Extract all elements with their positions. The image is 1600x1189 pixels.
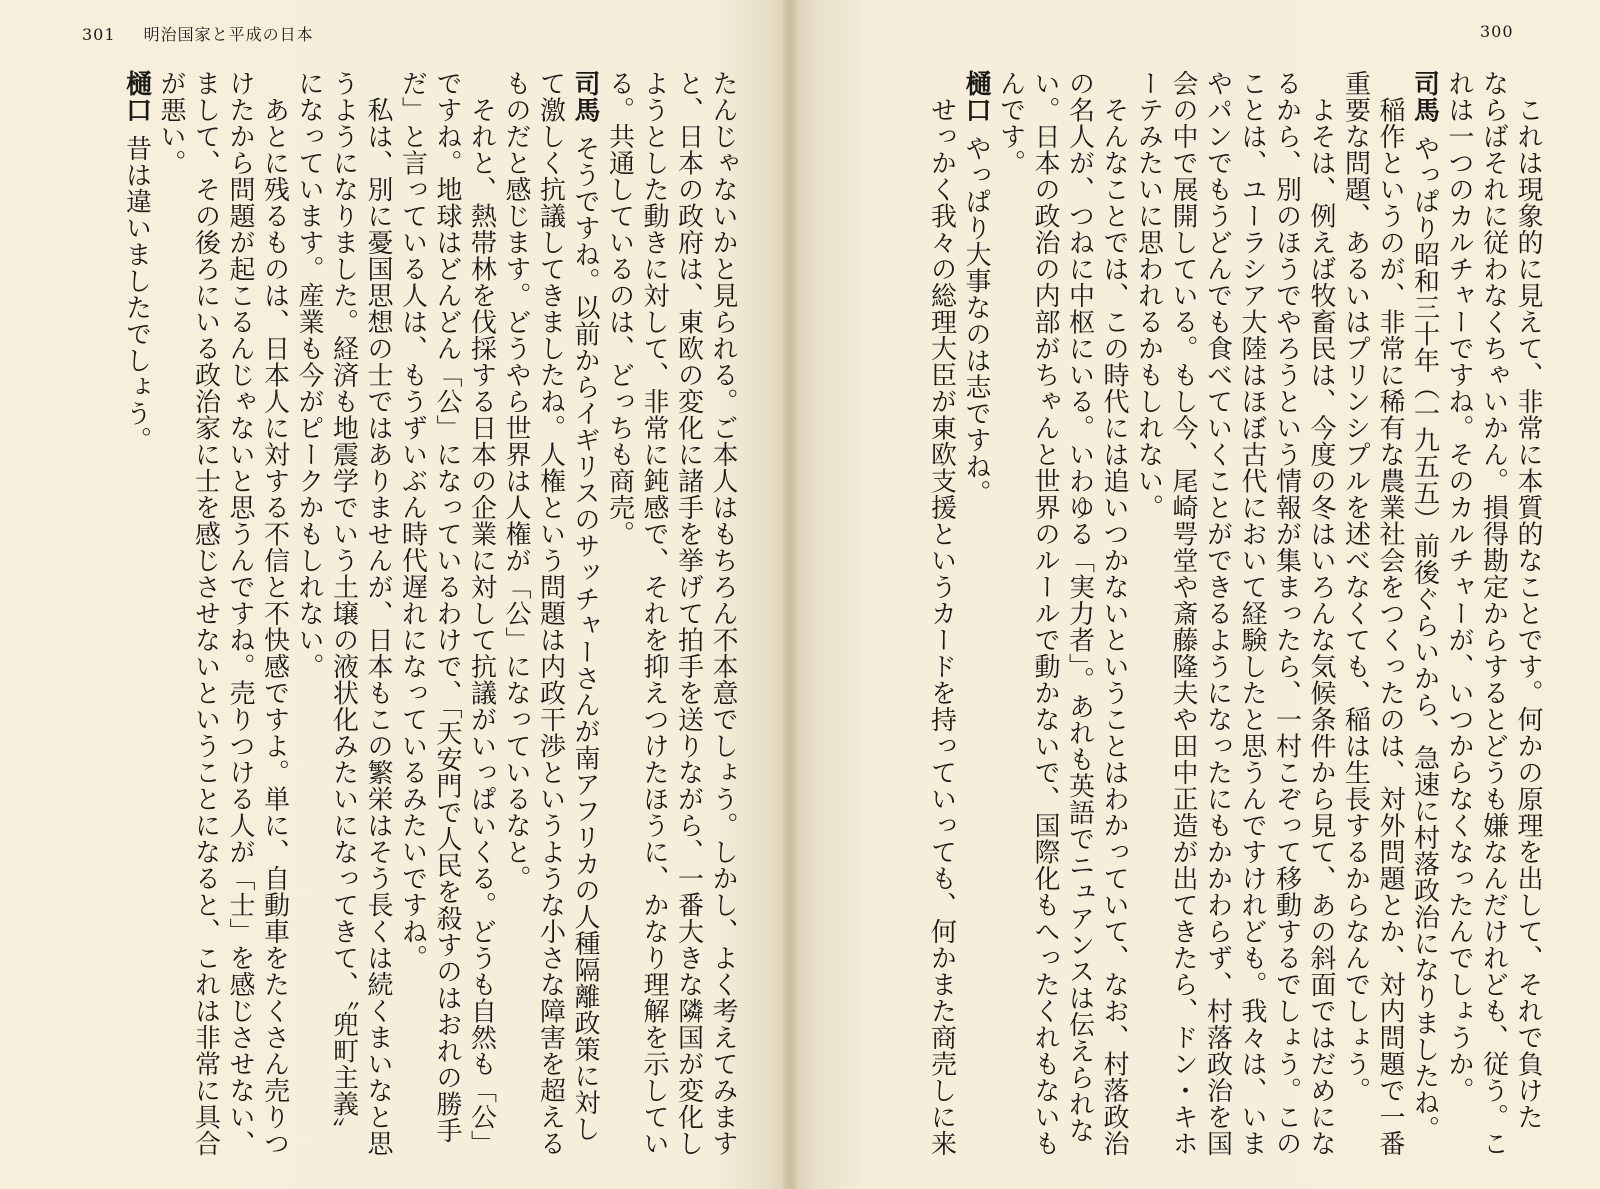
text-line bbox=[671, 70, 706, 1157]
text-line bbox=[292, 70, 327, 1120]
line-text: 私は、別に憂国思想の士ではありませんが、日本もこの繁栄はそう長くは続くまいなと思 bbox=[363, 70, 393, 1157]
right-page-body bbox=[830, 70, 1545, 1157]
text-line bbox=[1131, 70, 1166, 1120]
left-page bbox=[0, 0, 790, 1189]
line-text: そうですね。以前からイギリスのサッチャーさんが南アフリカの人種隔離政策に対し bbox=[570, 135, 600, 1142]
speaker-name: 司馬 bbox=[1409, 70, 1440, 123]
line-text: やっぱり大事なのは志ですね。 bbox=[961, 135, 991, 506]
text-line bbox=[154, 70, 189, 1120]
left-page-body bbox=[60, 70, 740, 1157]
text-line bbox=[1338, 70, 1373, 1120]
right-page-header bbox=[1480, 22, 1514, 41]
text-line bbox=[464, 70, 499, 1157]
line-text: 稲作というのが、非常に稀有な農業社会をつくったのは、対外問題とか、対内問題で一番 bbox=[1375, 70, 1405, 1157]
text-line bbox=[430, 70, 465, 1144]
line-text: ですね。地球はどんどん「公」になっているわけで、「天安門で人民を殺すのはおれの勝手 bbox=[432, 70, 462, 1144]
text-line bbox=[1304, 70, 1339, 1157]
line-text: 会の中で展開している。もし今、尾崎咢堂や斎藤隆夫や田中正造が出てきたら、ドン・キホ bbox=[1168, 70, 1198, 1157]
line-text: 昔は違いましたでしょう。 bbox=[121, 135, 152, 453]
line-text: 重要な問題、あるいはプリンシプルを述べなくても、稲は生長するからなんでしょう。 bbox=[1340, 70, 1371, 1104]
text-line bbox=[1476, 70, 1511, 1157]
text-line bbox=[959, 70, 994, 1120]
text-line bbox=[1062, 70, 1097, 1144]
text-line bbox=[499, 70, 534, 1120]
right-page bbox=[790, 0, 1600, 1189]
speaker-name: 樋口 bbox=[961, 70, 991, 123]
text-line bbox=[637, 70, 672, 1157]
line-text: が悪い。 bbox=[156, 70, 186, 176]
line-text: る。共通しているのは、どっちも商売。 bbox=[604, 70, 635, 547]
text-line bbox=[568, 70, 603, 1142]
text-line bbox=[533, 70, 568, 1157]
text-line bbox=[223, 70, 258, 1157]
text-line bbox=[119, 70, 154, 1120]
text-line bbox=[395, 70, 430, 1120]
line-text: と、日本の政府は、東欧の変化に諸手を挙げて拍手を送りながら、一番大きな隣国が変化し bbox=[673, 70, 704, 1157]
line-text: せっかく我々の総理大臣が東欧支援というカードを持っていっても、何かまた商売しに来 bbox=[926, 70, 957, 1157]
line-text: ならばそれに従わなくちゃいかん。損得勘定からするとどうも嫌なんだけれども、従う。こ bbox=[1478, 70, 1509, 1157]
text-line bbox=[924, 70, 959, 1157]
text-line bbox=[1373, 70, 1408, 1157]
line-text: あとに残るものは、日本人に対する不信と不快感ですよ。単に、自動車をたくさん売りつ bbox=[259, 70, 290, 1157]
line-text: れは一つのカルチャーですね。そのカルチャーが、いつからなくなったんでしょうか。 bbox=[1444, 70, 1474, 1104]
line-text: これは現象的に見えて、非常に本質的なことです。何かの原理を出して、それで負けた bbox=[1513, 70, 1543, 1130]
line-text: よそは、例えば牧畜民は、今度の冬はいろんな気候条件から見て、あの斜面ではだめにな bbox=[1306, 70, 1336, 1157]
line-text: だ」と言っている人は、もうずいぶん時代遅れになっているみたいですね。 bbox=[397, 70, 428, 971]
text-line bbox=[706, 70, 741, 1157]
text-line bbox=[188, 70, 223, 1157]
text-line bbox=[1269, 70, 1304, 1157]
line-text: やっぱり昭和三十年（一九五五）前後ぐらいから、急速に村落政治になりましたね。 bbox=[1409, 135, 1440, 1142]
text-line bbox=[1028, 70, 1063, 1157]
line-text: やパンでもうどんでも食べていくことができるようになったにもかかわらず、村落政治を国 bbox=[1202, 70, 1233, 1157]
speaker-name: 司馬 bbox=[570, 70, 600, 123]
line-text: ようとした動きに対して、非常に鈍感で、それを抑えつけたほうに、かなり理解を示してい bbox=[639, 70, 669, 1157]
line-text: うようになりました。経済も地震学でいう土壌の液状化みたいになってきて、〝兜町主義〟 bbox=[328, 70, 359, 1144]
line-text: んです。 bbox=[995, 70, 1026, 176]
book-gutter bbox=[783, 0, 797, 1189]
line-text: けたから問題が起こるんじゃないと思うんですね。売りつける人が「士」を感じさせない、 bbox=[225, 70, 255, 1157]
running-head: 明治国家と平成の日本 bbox=[143, 25, 314, 44]
line-text: まして、その後ろにいる政治家に士を感じさせないということになると、これは非常に具合 bbox=[190, 70, 221, 1157]
line-text: ことは、ユーラシア大陸はほぼ古代において経験したと思うんですけれども。我々は、いま bbox=[1237, 70, 1267, 1157]
left-page-header bbox=[82, 22, 314, 45]
line-text: て激しく抗議してきましたね。人権という問題は内政干渉というような小さな障害を超える bbox=[535, 70, 566, 1157]
line-text: ーテみたいに思われるかもしれない。 bbox=[1133, 70, 1164, 521]
line-text: るから、別のほうでやろうという情報が集まったら、一村こぞって移動するでしょう。この bbox=[1271, 70, 1302, 1157]
text-line bbox=[326, 70, 361, 1144]
line-text: い。日本の政治の内部がちゃんと世界のルールで動かないで、国際化もへったくれもないも bbox=[1030, 70, 1060, 1157]
line-text: たんじゃないかと見られる。ご本人はもちろん不本意でしょう。しかし、よく考えてみます bbox=[708, 70, 738, 1157]
text-line bbox=[1166, 70, 1201, 1157]
text-line bbox=[361, 70, 396, 1157]
text-line bbox=[1097, 70, 1132, 1157]
text-line bbox=[1407, 70, 1442, 1142]
text-line bbox=[1235, 70, 1270, 1157]
text-line bbox=[993, 70, 1028, 1120]
line-text: になっています。産業も今がピークかもしれない。 bbox=[294, 70, 324, 680]
speaker-name: 樋口 bbox=[121, 70, 152, 123]
text-line bbox=[257, 70, 292, 1157]
text-line bbox=[1200, 70, 1235, 1157]
line-text: の名人が、つねに中枢にいる。いわゆる「実力者」。あれも英語でニュアンスは伝えられな bbox=[1064, 70, 1095, 1144]
line-text: そんなことでは、この時代には追いつかないということはわかっていて、なお、村落政治 bbox=[1099, 70, 1129, 1157]
line-text: ものだと感じます。どうやら世界は人権が「公」になっているなと。 bbox=[501, 70, 531, 892]
left-page-number: 301 bbox=[82, 25, 116, 44]
text-line bbox=[602, 70, 637, 1120]
line-text: それと、熱帯林を伐採する日本の企業に対して抗議がいっぱいくる。どうも自然も「公」 bbox=[466, 70, 497, 1157]
text-line bbox=[1511, 70, 1546, 1130]
text-line bbox=[1442, 70, 1477, 1120]
right-page-number: 300 bbox=[1480, 22, 1514, 41]
